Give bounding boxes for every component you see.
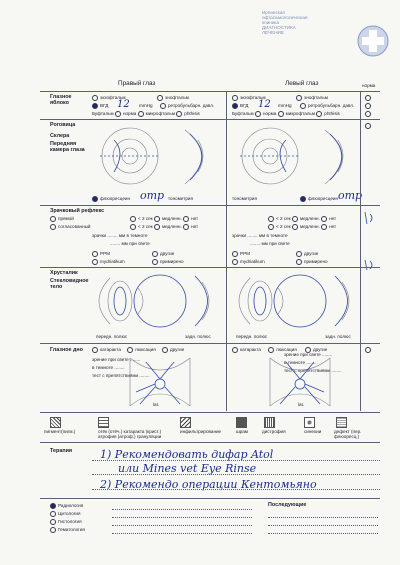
norm-heading: норма [362, 83, 376, 88]
right-pupil-direct-options[interactable]: < 2 сек медленн. нет [130, 216, 198, 222]
logo-line: клиника [262, 20, 280, 25]
right-fluorescein[interactable]: флюоресцеин [92, 196, 130, 202]
right-retrobulbar[interactable]: ретробульбарн. давл. [160, 103, 214, 109]
legend-synechia-swatch [304, 417, 315, 428]
left-cataract[interactable]: катаракта [232, 347, 261, 353]
norm-check-fundus[interactable] [365, 347, 371, 353]
therapy-line-2: или Mines vet Eye Rinse [118, 462, 257, 475]
left-lat-label: lat. [298, 402, 305, 407]
right-vision-dark: в темноте ........ [92, 365, 125, 370]
left-pupil-direct-options[interactable]: < 2 сек медленн. нет [268, 216, 336, 222]
left-exophthalmos[interactable]: экзофтальм [232, 95, 266, 101]
right-iop-unit: mmHg [139, 103, 153, 108]
right-other-fundus[interactable]: другие [162, 347, 184, 353]
left-applied[interactable]: примирено [296, 259, 328, 265]
diag-histology[interactable]: Гистология [50, 519, 82, 525]
right-lens-diagram [90, 270, 230, 332]
legend-defect-swatch [336, 417, 347, 428]
right-buphthalmos-row[interactable]: Буфтальм норма микрофтальм phthisis [92, 111, 200, 117]
left-mydriatic[interactable]: mydriatikum [232, 259, 265, 265]
pupil-consensual[interactable]: согласованный [50, 224, 91, 230]
legend-dystrophy-swatch [264, 417, 275, 428]
left-other-fundus[interactable]: другие [305, 347, 327, 353]
section-followup: Последующие [268, 502, 307, 508]
left-tonometry-label: тонометрия [232, 196, 257, 201]
diag-radiology[interactable]: Радиология [50, 503, 83, 509]
logo-line: ЛЕЧЕНИЕ [262, 30, 284, 35]
left-pupil-light: ........ мм при свете [250, 241, 290, 246]
left-obstacle-test: тест с препятствиями ........ [284, 368, 342, 373]
left-other[interactable]: другие [296, 251, 318, 257]
right-fundus-diagram [100, 352, 220, 410]
right-lat-label: lat. [153, 402, 160, 407]
legend-edema-label: отёк (отёч.) катаракта (крист.) атрофия (атроф.) грануляции [98, 429, 162, 439]
left-iop-unit: mmHg [278, 103, 292, 108]
norm-check-eyeball-2[interactable] [365, 103, 371, 109]
clinic-header [262, 10, 307, 35]
clinic-cross-icon [356, 24, 390, 58]
norm-check-eyeball-3[interactable] [365, 111, 371, 117]
right-iop: ВГД [92, 103, 108, 109]
legend-defect-label: дефект (пер. флюоресц.) [334, 429, 362, 439]
right-enophthalmos[interactable]: энофтальм [157, 95, 189, 101]
left-vision-dark: в темноте ........ [284, 360, 317, 365]
right-pupil-dark: зрачки ........ мм в темноте [92, 233, 148, 238]
therapy-line-3: 2) Рекомендо операции Кентомьяно [100, 478, 317, 491]
left-buphthalmos-row[interactable]: Буфтальм норма микрофтальм phthisis [232, 111, 340, 117]
legend-scar-swatch [236, 417, 247, 428]
legend-dystrophy-label: дистрофия [262, 429, 286, 434]
legend-infiltration-label: инфильтрирование [180, 429, 222, 434]
pupil-direct[interactable]: прямой [50, 216, 74, 222]
section-vitreous: Стекловидное тело [50, 278, 89, 290]
right-other[interactable]: другие [152, 251, 174, 257]
norm-check-pupil-handwritten [362, 210, 376, 226]
right-applied[interactable]: примирено [152, 259, 184, 265]
left-pupil-consensual-options[interactable]: < 2 сек медленн. нет [268, 224, 336, 230]
right-obstacle-test: тест с препятствиями ........ [92, 373, 150, 378]
diag-cytology[interactable]: Цитология [50, 511, 81, 517]
legend-edema-swatch [98, 417, 109, 428]
left-lens-diagram [230, 270, 370, 332]
left-anterior-pole: передн. полюс [236, 334, 268, 339]
right-cataract[interactable]: катаракта [92, 347, 121, 353]
left-luxation[interactable]: люксация [268, 347, 297, 353]
right-vision-light: зрение при свете ........ [92, 357, 141, 362]
section-anterior-chamber: Передняя камера глаза [50, 141, 85, 153]
diag-hematology[interactable]: Гематология [50, 527, 85, 533]
right-luxation[interactable]: люксация [127, 347, 156, 353]
right-eye-diagram [90, 122, 230, 194]
left-iop-value: 12 [258, 99, 271, 110]
left-eye-heading: Левый глаз [285, 80, 319, 87]
right-pupil-consensual-options[interactable]: < 2 сек медленн. нет [130, 224, 198, 230]
right-posterior-pole: задн. полюс [185, 334, 211, 339]
therapy-line-1: 1) Рекомендовать дифар Atol [100, 448, 274, 461]
right-mydriatic[interactable]: mydriatikum [92, 259, 125, 265]
right-pupil-light: ........ мм при свете [110, 241, 150, 246]
section-fundus: Глазное дно [50, 347, 83, 353]
right-ppm[interactable]: PPM [92, 251, 110, 257]
section-eyeball: Глазное яблоко [50, 94, 72, 106]
section-lens: Хрусталик [50, 270, 78, 276]
right-anterior-pole: передн. полюс [96, 334, 128, 339]
section-therapy: Терапия [50, 448, 73, 454]
left-ppm[interactable]: PPM [232, 251, 250, 257]
section-pupil-reflex: Зрачковый рефлекс [50, 208, 105, 214]
left-posterior-pole: задн. полюс [325, 334, 351, 339]
left-iop: ВГД [232, 103, 248, 109]
legend-synechia-label: синехии [304, 429, 322, 434]
logo-line: ДИАГНОСТИКА [262, 25, 296, 30]
right-fluorescein-result: отр [140, 189, 165, 202]
right-tonometry-label: тонометрия [168, 196, 193, 201]
logo-line: Ирпинская [262, 10, 285, 15]
left-fluorescein-result: отр [338, 189, 363, 202]
logo-line: офтальмологическая [262, 15, 308, 20]
legend-pigment-swatch [50, 417, 61, 428]
left-enophthalmos[interactable]: энофтальм [296, 95, 328, 101]
section-sclera: Склера [50, 133, 70, 139]
right-eye-heading: Правый глаз [118, 80, 156, 87]
legend-infiltration-swatch [180, 417, 191, 428]
left-eye-diagram [230, 122, 370, 194]
legend-pigment-label: пигмент(пигм.) [44, 429, 76, 434]
section-cornea: Роговица [50, 122, 76, 128]
left-pupil-dark: зрачки ........ мм в темноте [232, 233, 288, 238]
right-iop-value: 12 [117, 99, 130, 110]
left-fluorescein[interactable]: флюоресцеин [300, 196, 338, 202]
legend-scar-label: шрам [236, 429, 248, 434]
norm-check-eyeball-1[interactable] [365, 95, 371, 101]
left-vision-light: зрение при свете ........ [284, 352, 333, 357]
right-exophthalmos[interactable]: экзофтальм [92, 95, 126, 101]
left-retrobulbar[interactable]: ретробульбарн. давл. [300, 103, 354, 109]
